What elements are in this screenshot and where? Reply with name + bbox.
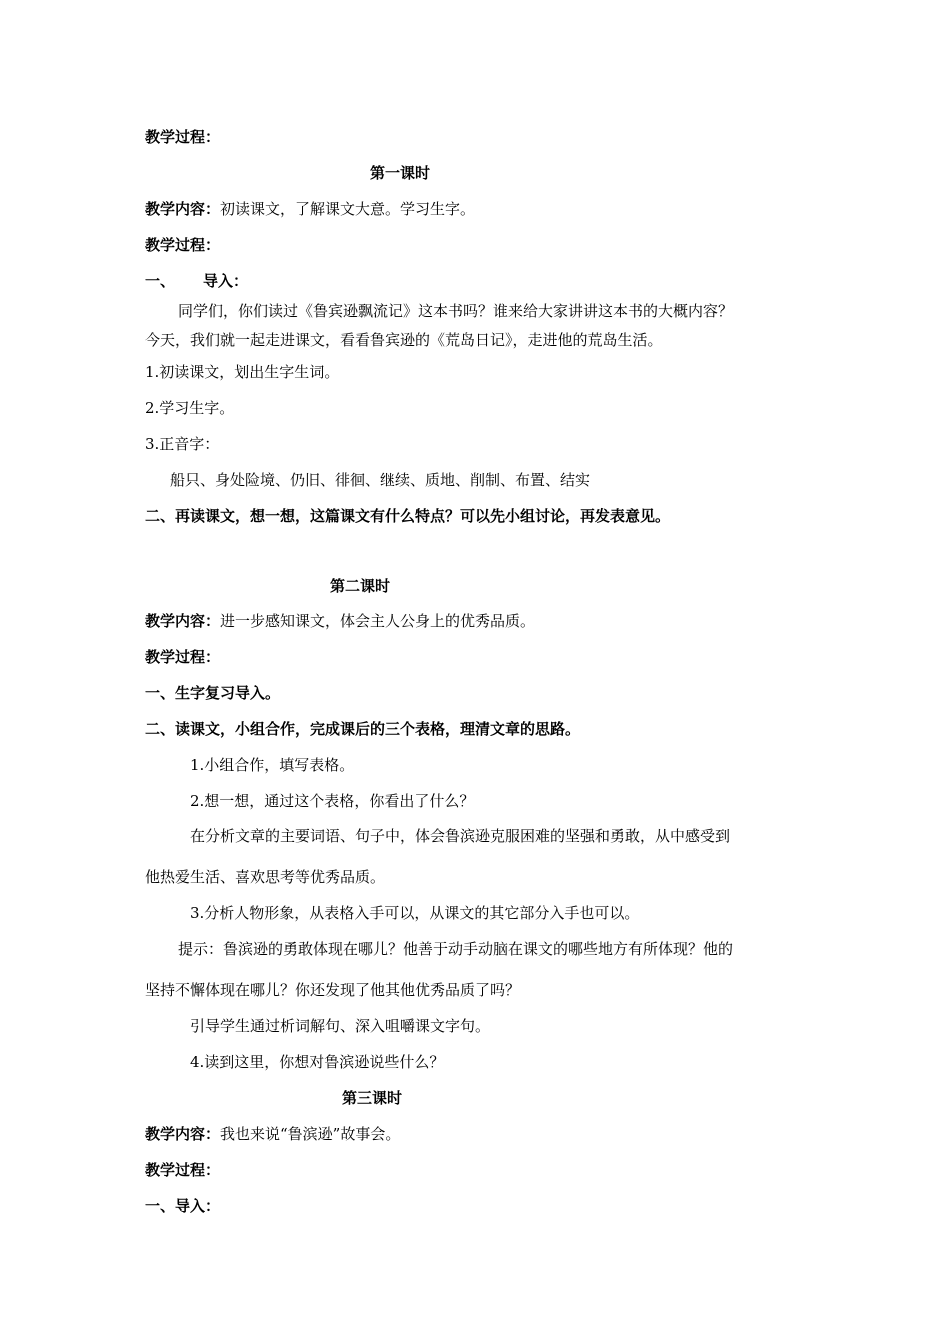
lesson2-item1: 1.小组合作，填写表格。 — [190, 756, 355, 774]
lesson1-step1-num: 一、 — [145, 272, 176, 290]
lesson2-item2: 2.想一想，通过这个表格，你看出了什么？ — [190, 792, 475, 810]
lesson2-content-text: 进一步感知课文，体会主人公身上的优秀品质。 — [220, 612, 536, 630]
lesson1-item1: 1.初读课文，划出生字生词。 — [145, 363, 340, 381]
lesson2-content-label: 教学内容： — [145, 612, 221, 630]
lesson1-title: 第一课时 — [370, 164, 431, 182]
lesson3-content-text: 我也来说“鲁滨逊”故事会。 — [220, 1125, 401, 1143]
lesson1-step1-label: 导入： — [203, 272, 249, 290]
lesson1-step1 — [145, 271, 248, 291]
lesson2-hint-line1: 提示：鲁滨逊的勇敢体现在哪儿？他善于动手动脑在课文的哪些地方有所体现？他的 — [178, 940, 734, 958]
lesson3-content-label: 教学内容： — [145, 1125, 221, 1143]
lesson2-hint-line2: 坚持不懈体现在哪儿？你还发现了他其他优秀品质了吗？ — [145, 981, 521, 999]
lesson2-item4: 4.读到这里，你想对鲁滨逊说些什么？ — [190, 1053, 445, 1071]
lesson1-content-text: 初读课文，了解课文大意。学习生字。 — [220, 200, 476, 218]
lesson2-title: 第二课时 — [330, 577, 391, 595]
lesson1-words: 船只、身处险境、仍旧、徘徊、继续、质地、削制、布置、结实 — [170, 471, 591, 489]
lesson1-item2: 2.学习生字。 — [145, 399, 235, 417]
lesson2-step2: 二、读课文，小组合作，完成课后的三个表格，理清文章的思路。 — [145, 720, 581, 738]
lesson1-process-label: 教学过程： — [145, 236, 221, 254]
lesson2-analysis-line2: 他热爱生活、喜欢思考等优秀品质。 — [145, 868, 386, 886]
lesson3-content-line — [145, 1124, 400, 1144]
lesson3-process-label: 教学过程： — [145, 1161, 221, 1179]
lesson1-item3: 3.正音字： — [145, 435, 220, 453]
lesson1-content-label: 教学内容： — [145, 200, 221, 218]
lesson2-step1: 一、生字复习导入。 — [145, 684, 281, 702]
lesson3-step1: 一、导入： — [145, 1197, 221, 1215]
lesson2-guide: 引导学生通过析词解句、深入咀嚼课文字句。 — [190, 1017, 491, 1035]
lesson3-title: 第三课时 — [342, 1089, 403, 1107]
lesson1-para1-line1: 同学们，你们读过《鲁宾逊飘流记》这本书吗？谁来给大家讲讲这本书的大概内容？ — [178, 302, 734, 320]
intro-heading: 教学过程： — [145, 128, 221, 146]
lesson1-para1-line2: 今天，我们就一起走进课文，看看鲁宾逊的《荒岛日记》，走进他的荒岛生活。 — [145, 331, 663, 349]
lesson2-content-line — [145, 611, 535, 631]
lesson2-item3: 3.分析人物形象，从表格入手可以，从课文的其它部分入手也可以。 — [190, 904, 640, 922]
lesson2-process-label: 教学过程： — [145, 648, 221, 666]
lesson2-analysis-line1: 在分析文章的主要词语、句子中，体会鲁滨逊克服困难的坚强和勇敢，从中感受到 — [190, 827, 731, 845]
lesson1-content-line — [145, 199, 475, 219]
lesson1-step2: 二、再读课文，想一想，这篇课文有什么特点？可以先小组讨论，再发表意见。 — [145, 507, 671, 525]
